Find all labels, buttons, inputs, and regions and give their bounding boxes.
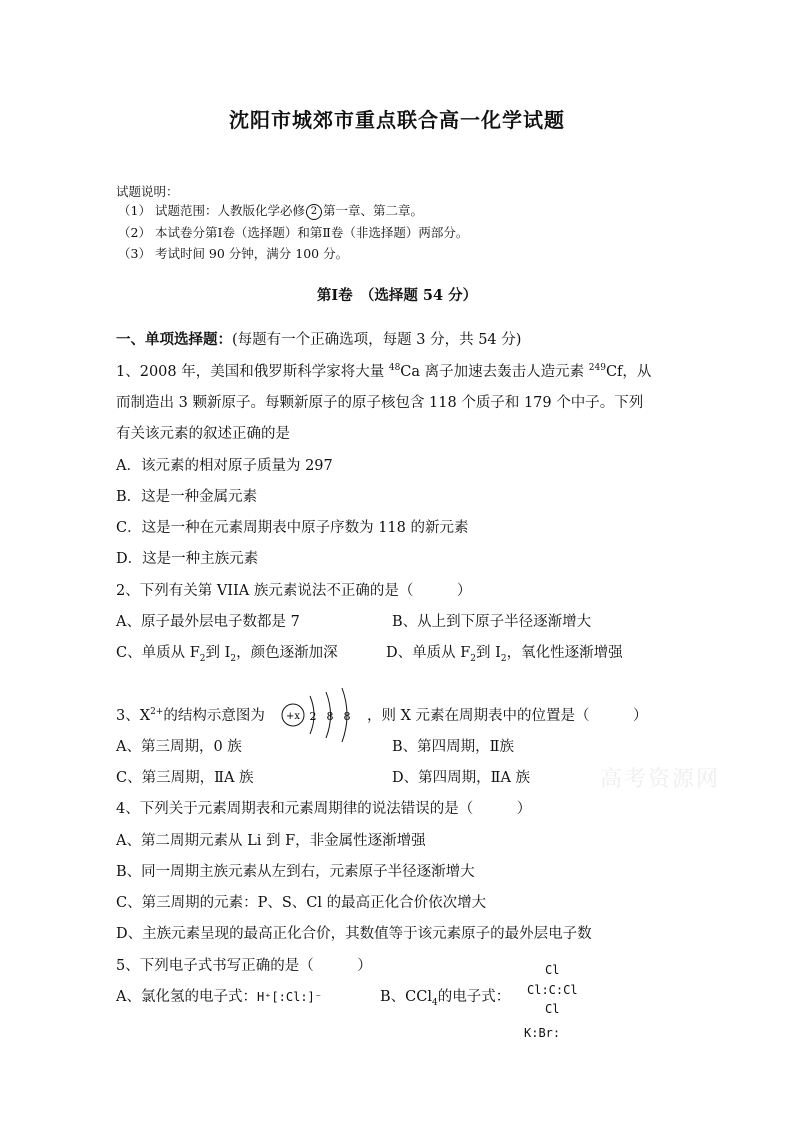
q3-option-d: D、第四周期，ⅡA 族 [392,770,531,786]
section-title: 第Ⅰ卷 （选择题 54 分） [316,287,478,304]
q2-stem: 2、下列有关第 VIIA 族元素说法不正确的是（ ） [116,583,472,599]
q2-option-d: D、单质从 $F_2$到 $I_2$，氧化性逐渐增强 [386,645,623,664]
hcl-electron-formula: H⁺[:Cl:]⁻ [256,990,323,1004]
q1-stem-line2: 而制造出 3 颗新原子。每颗新原子的原子核包含 118 个质子和 179 个中子。下列 [116,395,644,411]
q3-stem-end: ，则 X 元素在周期表中的位置是（ ） [367,708,648,724]
watermark: 高考资源网 [600,767,721,792]
instruction-1: （1） 试题范围：人教版化学必修 2 第一章、第二章。 [118,203,423,218]
q2-option-c: C、单质从 $F_2$到 $I_2$，颜色逐渐加深 [116,645,338,664]
instructions-heading: 试题说明： [116,184,179,199]
circled-number: 2 [306,204,322,220]
q1-stem-line3: 有关该元素的叙述正确的是 [116,426,290,442]
nucleus-label: +x [285,711,301,722]
q4-stem: 4、下列关于元素周期表和元素周期律的说法错误的是（ ） [116,801,532,817]
q1-option-d: D．这是一种主族元素 [116,551,259,567]
q2-option-a: A、原子最外层电子数都是 7 [116,614,300,630]
q4-option-d: D、主族元素呈现的最高正化合价，其数值等于该元素原子的最外层电子数 [116,926,592,942]
q4-option-a: A、第二周期元素从 Li 到 F，非金属性逐渐增强 [116,833,426,849]
q5-option-b-label: B、CCl$_4$的电子式： [380,989,511,1008]
ccl4-bottom: Cl [545,1002,560,1016]
q1-option-c: C．这是一种在元素周期表中原子序数为 118 的新元素 [116,520,469,536]
q3-option-b: B、第四周期，Ⅱ族 [392,739,515,755]
q3-option-c: C、第三周期，ⅡA 族 [116,770,254,786]
q5-stem: 5、下列电子式书写正确的是（ ） [116,958,372,974]
instruction-2: （2） 本试卷分第Ⅰ卷（选择题）和第Ⅱ卷（非选择题）两部分。 [118,225,469,240]
shell-3-count: 8 [343,710,351,723]
shell-2-count: 8 [326,710,334,723]
part-heading: 一、单项选择题：(每题有一个正确选项，每题 3 分，共 54 分) [116,331,522,348]
page-title: 沈阳市城郊市重点联合高一化学试题 [229,108,565,132]
q4-option-b: B、同一周期主族元素从左到右，元素原子半径逐渐增大 [116,864,475,880]
ccl4-middle: Cl:C:Cl [527,983,578,997]
q1-option-a: A．该元素的相对原子质量为 297 [116,458,333,474]
q1-stem-line1: 1、2008 年，美国和俄罗斯科学家将大量 $^{48}$Ca 离子加速去轰击人造元素 $^{249}$Cf，从 [116,363,652,380]
ccl4-top: Cl [545,963,560,977]
q1-option-b: B．这是一种金属元素 [116,489,258,505]
q2-option-b: B、从上到下原子半径逐渐增大 [392,614,592,630]
q3-option-a: A、第三周期，0 族 [116,739,242,755]
shell-1-count: 2 [309,710,317,723]
q3-stem-start: 3、$X^{2+}$的结构示意图为 [116,707,265,724]
q4-option-c: C、第三周期的元素：P、S、Cl 的最高正化合价依次增大 [116,895,487,911]
atom-structure-diagram [280,684,360,744]
instruction-3: （3） 考试时间 90 分钟，满分 100 分。 [118,246,349,261]
kbr-formula: K:Br: [524,1026,561,1040]
q5-option-a: A、氯化氢的电子式：H⁺[:Cl:]⁻ [116,989,323,1005]
